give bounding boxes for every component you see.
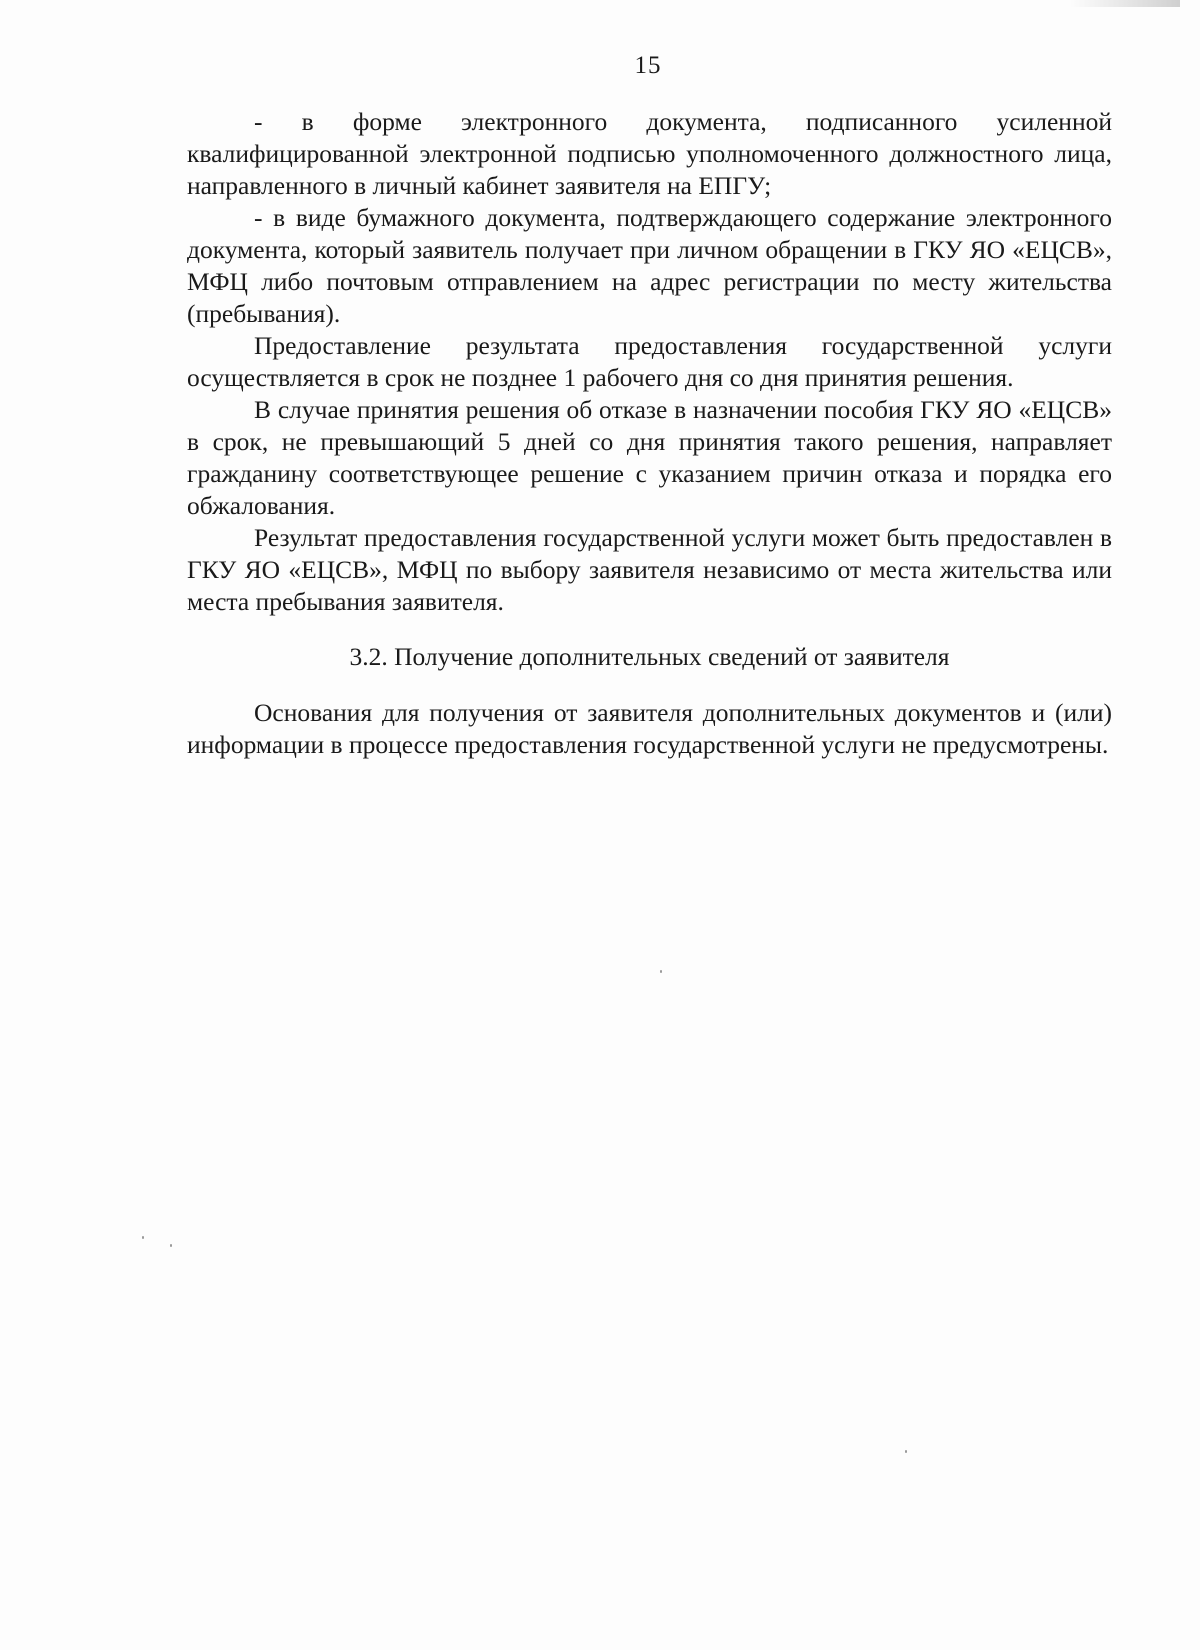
paragraph-electronic-document: - в форме электронного документа, подписанного усиленной квалифицированной электронной подписью уполномоченного должностного лица, направленного в личный кабинет заявителя на ЕПГУ; <box>187 107 1112 200</box>
scan-speck <box>142 1236 144 1239</box>
document-body <box>187 106 1112 761</box>
scan-speck <box>660 970 662 973</box>
paragraph-result-deadline: Предоставление результата предоставления государственной услуги осуществляется в срок не позднее 1 рабочего дня со дня принятия решения. <box>187 331 1112 392</box>
section-heading: 3.2. Получение дополнительных сведений от заявителя <box>349 642 950 671</box>
scan-speck <box>170 1244 172 1247</box>
paragraph-result-location: Результат предоставления государственной услуги может быть предоставлен в ГКУ ЯО «ЕЦСВ», МФЦ по выбору заявителя независимо от места жительства или места пребывания заявителя. <box>187 523 1112 616</box>
scan-speck <box>905 1450 907 1453</box>
paragraph-paper-document: - в виде бумажного документа, подтверждающего содержание электронного документа, который заявитель получает при личном обращении в ГКУ ЯО «ЕЦСВ», МФЦ либо почтовым отправлением на адрес регистрации по месту жительства (пребывания). <box>187 203 1112 328</box>
page-number: 15 <box>634 52 662 79</box>
paragraph-refusal: В случае принятия решения об отказе в назначении пособия ГКУ ЯО «ЕЦСВ» в срок, не превышающий 5 дней со дня принятия такого решения, направляет гражданину соответствующее решение с указанием причин отказа и порядка его обжалования. <box>187 395 1112 520</box>
scan-artifact <box>1070 0 1180 7</box>
paragraph-additional-info: Основания для получения от заявителя дополнительных документов и (или) информации в процессе предоставления государственной услуги не предусмотрены. <box>187 698 1112 759</box>
